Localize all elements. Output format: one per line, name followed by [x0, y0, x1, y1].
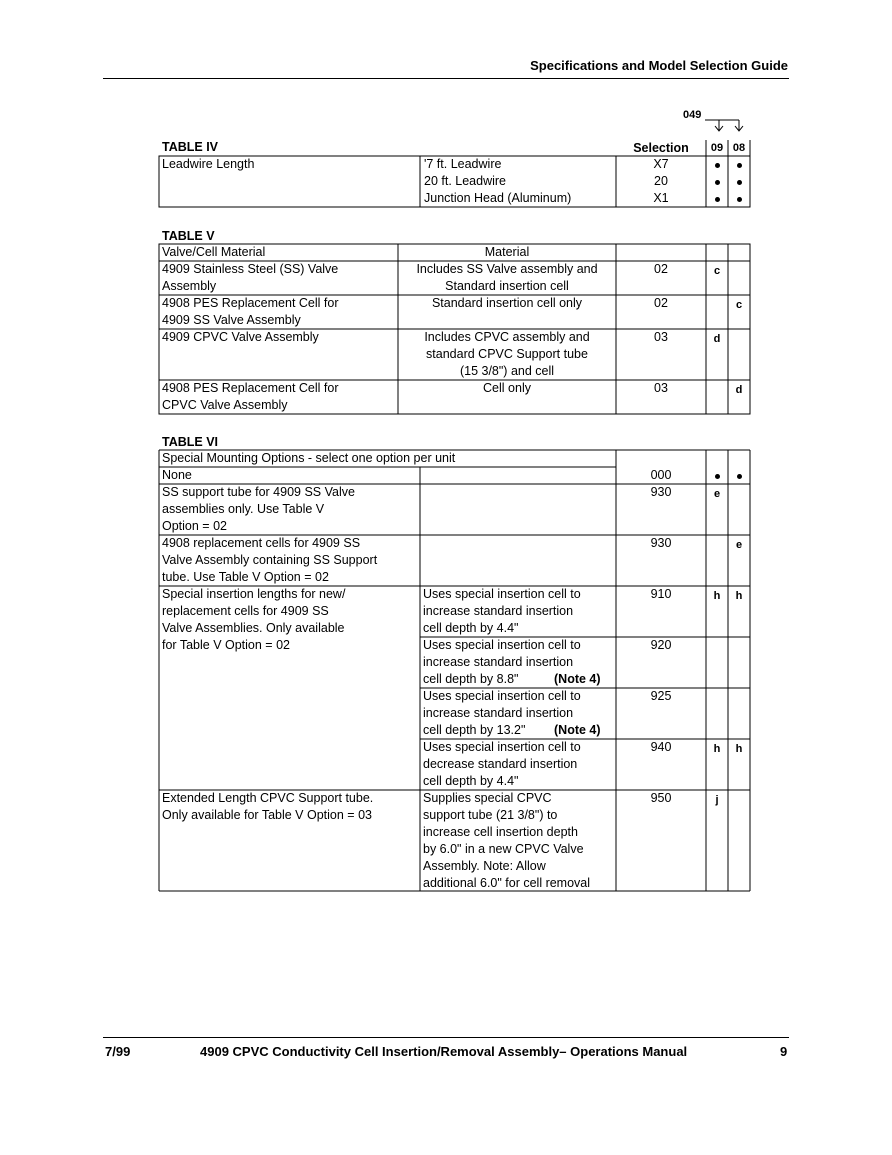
table-vi-special-3-code: 940	[650, 740, 672, 754]
table-vi-special-2-mid: Uses special insertion cell to increase standard insertion cell depth by 13.2"	[423, 689, 581, 737]
model-code-label: 049	[683, 109, 702, 121]
table-iv-selection-header: Selection	[633, 141, 689, 155]
table-v-row-2-code: 03	[654, 330, 668, 344]
table-v-row-2-left: 4909 CPVC Valve Assembly	[162, 330, 319, 344]
footer-rule	[103, 1037, 789, 1038]
availability-dot	[715, 180, 720, 185]
table-vi-ss-code: 930	[650, 485, 672, 499]
table-v-row-3-mark: d	[735, 384, 743, 396]
table-v-row-0-mark: c	[713, 265, 721, 277]
table-iv-col-08: 08	[732, 142, 746, 154]
table-v-row-0-mid: Includes SS Valve assembly and Standard insertion cell	[416, 262, 598, 293]
table-v-row-3-left: 4908 PES Replacement Cell for CPVC Valve Assembly	[162, 381, 339, 412]
table-v-row-2-mark: d	[713, 333, 721, 345]
footer-date: 7/99	[105, 1044, 131, 1059]
table-vi-special-2-code: 925	[650, 689, 672, 703]
table-vi-special-3-mark-08: h	[735, 743, 743, 755]
table-vi-header: Special Mounting Options - select one option per unit	[162, 451, 456, 465]
table-v-header-mid: Material	[484, 245, 530, 259]
availability-dot	[715, 163, 720, 168]
table-iv-title: TABLE IV	[162, 140, 219, 154]
table-vi-ext-mark: j	[715, 794, 719, 806]
page-header-title: Specifications and Model Selection Guide	[530, 58, 788, 73]
table-v-row-0-left: 4909 Stainless Steel (SS) Valve Assembly	[162, 262, 339, 293]
table-vi-special-0-mark-09: h	[713, 590, 721, 602]
table-v-row-1-code: 02	[654, 296, 668, 310]
availability-dot	[737, 180, 742, 185]
table-vi-repl-left: 4908 replacement cells for 4909 SS Valve Assembly containing SS Support tube. Use Table V Option = 02	[162, 536, 378, 584]
table-iv-code: X1	[653, 191, 669, 205]
availability-dot	[737, 474, 742, 479]
table-vi-special-1-mid: Uses special insertion cell to increase standard insertion cell depth by 8.8"	[423, 638, 581, 686]
table-vi-repl-code: 930	[650, 536, 672, 550]
table-vi-special-1-note: (Note 4)	[554, 672, 601, 686]
table-vi-ss-mark: e	[713, 488, 721, 500]
table-vi-title: TABLE VI	[162, 435, 219, 449]
table-vi-ss-left: SS support tube for 4909 SS Valve assemblies only. Use Table V Option = 02	[162, 485, 355, 533]
table-iv-col-09: 09	[710, 142, 724, 154]
table-v-row-2-mid: Includes CPVC assembly and standard CPVC Support tube (15 3/8") and cell	[424, 330, 590, 378]
table-vi-none-code: 000	[650, 468, 672, 482]
table-v-title: TABLE V	[162, 229, 215, 243]
availability-dot	[737, 163, 742, 168]
table-vi-ext-mid: Supplies special CPVC support tube (21 3/8") to increase cell insertion depth by 6.0" in a new CPVC Valve Assembly. Note: Allow additional 6.0" for cell removal	[423, 791, 591, 890]
table-vi-special-0-mark-08: h	[735, 590, 743, 602]
table-v-row-3-code: 03	[654, 381, 668, 395]
table-iv-code: X7	[653, 157, 669, 171]
table-v-row-1-mark: c	[735, 299, 743, 311]
availability-dot	[715, 197, 720, 202]
table-vi-special-left: Special insertion lengths for new/ replacement cells for 4909 SS Valve Assemblies. Only available for Table V Option = 02	[162, 587, 346, 652]
availability-dot	[737, 197, 742, 202]
table-iv-desc: 20 ft. Leadwire	[424, 174, 506, 188]
table-v-row-0-code: 02	[654, 262, 668, 276]
table-vi-special-3-mid: Uses special insertion cell to decrease standard insertion cell depth by 4.4"	[423, 740, 581, 788]
footer-page-number: 9	[780, 1044, 788, 1059]
table-vi-special-0-mid: Uses special insertion cell to increase standard insertion cell depth by 4.4"	[423, 587, 581, 635]
table-v-row-1-left: 4908 PES Replacement Cell for 4909 SS Valve Assembly	[162, 296, 339, 327]
table-v-header-left: Valve/Cell Material	[162, 245, 266, 259]
table-vi-none-label: None	[162, 468, 192, 482]
footer-title: 4909 CPVC Conductivity Cell Insertion/Removal Assembly– Operations Manual	[200, 1044, 688, 1059]
table-iv-row-label: Leadwire Length	[162, 157, 255, 171]
table-v-row-3-mid: Cell only	[483, 381, 531, 395]
table-vi-special-3-mark-09: h	[713, 743, 721, 755]
table-vi-repl-mark: e	[735, 539, 743, 551]
table-iv-desc: Junction Head (Aluminum)	[424, 191, 572, 205]
table-iv-code: 20	[654, 174, 668, 188]
table-vi-ext-code: 950	[650, 791, 672, 805]
availability-dot	[715, 474, 720, 479]
table-iv-desc: '7 ft. Leadwire	[424, 157, 502, 171]
table-v-row-1-mid: Standard insertion cell only	[431, 296, 583, 310]
table-vi-special-2-note: (Note 4)	[554, 723, 601, 737]
table-vi-special-1-code: 920	[650, 638, 672, 652]
table-vi-special-0-code: 910	[650, 587, 672, 601]
table-vi-ext-left: Extended Length CPVC Support tube. Only available for Table V Option = 03	[162, 791, 374, 822]
